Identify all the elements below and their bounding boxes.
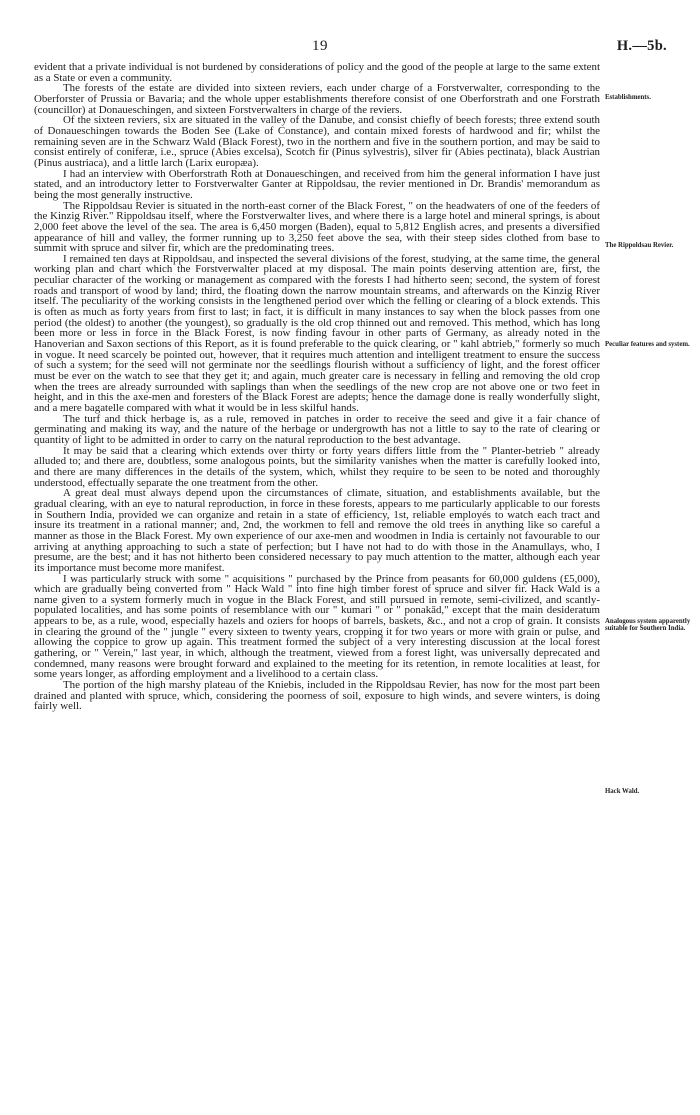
document-reference: H.—5b. (616, 38, 667, 54)
margin-note-analogous: Analogous system apparently suitable for Southern India. (605, 618, 691, 633)
paragraph-planter: It may be said that a clearing which extends over thirty or forty years differs little from the " Planter-betrieb " already alluded to; and there are, doubtless, some analogous points, but the similarity vanishes when the matter is carefully looked into, and there are many differences in the details of the system, which, whilst they require to be seen to be noted and thoroughly understood, effectually separate the one treatment from the other. (34, 444, 600, 489)
body-text (34, 62, 600, 712)
paragraph-hack-wald: I was particularly struck with some " acquisitions " purchased by the Prince from peasants for 60,000 guldens (£5,000), which are gradually being converted from " Hack Wald " into fine high timber forest of spruce and silver fir. Hack Wald is a name given to a system formerly much in vogue in the Black Forest, and still pursued in remote, semi-civilized, and scantly-populated localities, and has some points of resemblance with our " kumari " or " ponakād," except that the main desideratum appears to be, as a rule, wood, especially hazels and oziers for hoops of barrels, baskets, &c., and not a crop of grain. It consists in clearing the ground of the " jungle " every sixteen to twenty years, cropping it for two years or more with grain or pulse, and allowing the coppice to grow up again. This treatment formed the subject of a very interesting discussion at the local forest gathering, or " Verein," last year, in which, although the treatment, viewed from a forest light, was universally deprecated and condemned, many reasons were brought forward and explained to the meeting for its retention, in remote localities at least, for some years longer, as affording employment and a livelihood to a certain class. (34, 572, 600, 681)
paragraph-1: evident that a private individual is not burdened by considerations of policy and the good of the people at large to the same extent as a State or even a community. (34, 61, 600, 84)
paragraph-reviers: Of the sixteen reviers, six are situated in the valley of the Danube, and consist chiefly of beech forests; three extend south of Donaueschingen towards the Boden See (Lake of Constance), and contain mixed forests of hardwood and fir; whilst the remaining seven are in the Schwarz Wald (Black Forest), two in the northern and five in the southern portion, and may be said to consist entirely of coniferæ, i.e., spruce (Abies excelsa), Scotch fir (Pinus sylvestris), silver fir (Abies pectinata), black Austrian (Pinus austriaca), and a little larch (Larix europæa). (34, 114, 600, 169)
paragraph-kniebis: The portion of the high marshy plateau of the Kniebis, included in the Rippoldsau Revier, has now for the most part been drained and planted with spruce, which, considering the poorness of soil, exposure to high winds, and severe winters, is doing fairly well. (34, 679, 600, 713)
margin-note-hack-wald: Hack Wald. (605, 788, 640, 795)
paragraph-interview: I had an interview with Oberforstrath Roth at Donaueschingen, and received from him the general information I have just stated, and an introductory letter to Forstverwalter Ganter at Rippoldsau, the revier mentioned in Dr. Brandis' memorandum as being the most generally instructive. (34, 167, 600, 201)
paragraph-establishments: The forests of the estate are divided into sixteen reviers, each under charge of a Forstverwalter, corresponding to the Oberforster of Prussia or Bavaria; and the whole upper establishments therefore consist of one Oberforstrath and one Forstrath (councillor) at Donaueschingen, and sixteen Forstverwalters in charge of the reviers. (34, 82, 600, 116)
paragraph-turf: The turf and thick herbage is, as a rule, removed in patches in order to receive the seed and give it a fair chance of germinating and making its way, and the nature of the herbage or undergrowth has not a little to say to the rate of clearing or quantity of light to be admitted in order to carry on the natural reproduction to the best advantage. (34, 412, 600, 446)
page-number: 19 (312, 38, 328, 54)
margin-note-rippoldsau: The Rippoldsau Revier. (605, 242, 674, 249)
paragraph-analogous: A great deal must always depend upon the circumstances of climate, situation, and establishments available, but the gradual clearing, with an eye to natural reproduction, in force in these forests, appears to me particularly applicable to our forests in Southern India, provided we can organize and retain in a state of efficiency, 1st, reliable employés to watch each tract and insure its treatment in a rational manner; and, 2nd, the workmen to fell and remove the old trees in anything like so careful a manner as those in the Black Forest. My own experience of our axe-men and woodmen in India is certainly not favourable to our arriving at anything approaching to such a state of perfection; but I have not had to do with those in the Anamullays, who, I presume, are the best; and it has not hitherto been considered necessary to pay much attention to the matter, although each year its importance must become more manifest. (34, 487, 600, 574)
margin-note-establishments: Establishments. (605, 94, 651, 101)
paragraph-rippoldsau: The Rippoldsau Revier is situated in the north-east corner of the Black Forest, " on the headwaters of one of the feeders of the Kinzig River." Rippoldsau itself, where the Forstverwalter lives, and where there is a large hotel and mineral springs, is about 2,000 feet above the level of the sea. The area is 6,450 morgen (Baden), equal to 5,812 English acres, and presents a diversified appearance of hill and valley, the former running up to 3,250 feet above the sea, with their steep sides clothed from base to summit with spruce and silver fir, which are the predominating trees. (34, 199, 600, 255)
margin-note-peculiar: Peculiar features and system. (605, 341, 690, 348)
paragraph-working: I remained ten days at Rippoldsau, and inspected the several divisions of the forest, studying, at the same time, the general working plan and chart which the Forstverwalter placed at my disposal. The main points deserving attention are, first, the peculiar character of the working or management as compared with the forests I had hitherto seen; second, the system of forest roads and transport of wood by land; third, the floating down the narrow mountain streams, and afterwards on the Kinzig River itself. The peculiarity of the working consists in the lengthened period over which the felling or clearing of a block extends. This is often as much as forty years from first to last; in fact, it is difficult in many instances to say when the block passes from one period (the oldest) to another (the youngest), so gradually is the old crop thinned out and removed. This method, which has long been more or less in force in the Black Forest, is now finding favour in other parts of Germany, as already noted in the Hanoverian and Saxon sections of this Report, as it is found preferable to the quick clearing, or " kahl abtrieb," formerly so much in vogue. It need scarcely be pointed out, however, that it requires much attention and intelligent treatment to ensure the success of such a system; for the seed will not germinate nor the seedlings flourish without a sufficiency of light, and the forest officer must be ever on the watch to see that they get it; and again, much greater care is necessary in felling and removing the old crop when the trees are already surrounded with saplings than when the seedlings of the new crop are not above one or two feet in height, and in this the axe-men and foresters of the Black Forest are adepts; hence the damage done is really wonderfully slight, and a mere bagatelle compared with what it would be in less skilful hands. (34, 252, 600, 414)
